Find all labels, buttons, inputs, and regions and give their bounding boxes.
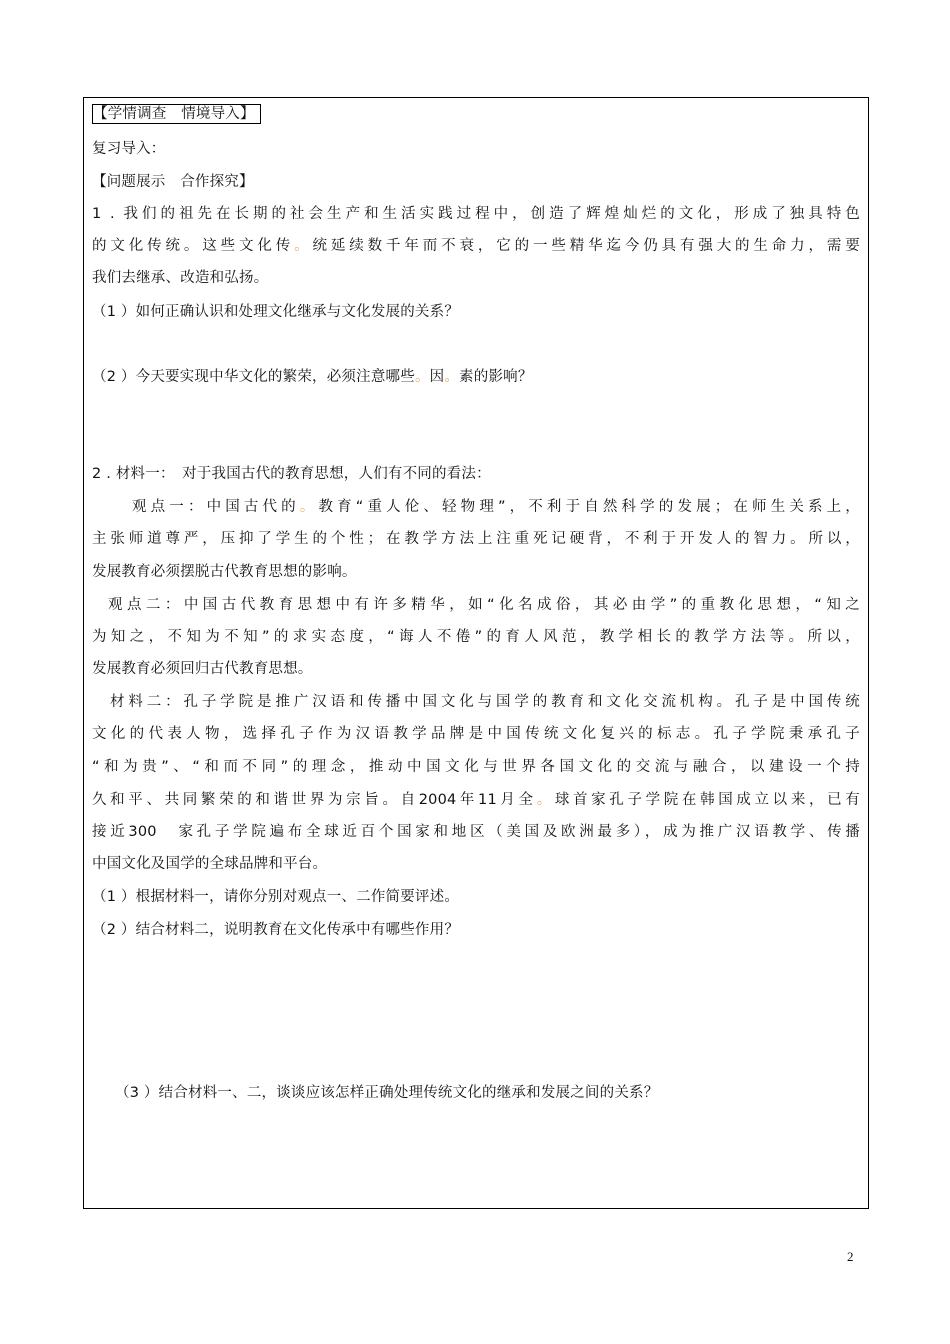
review-intro: 复习导入：	[92, 141, 166, 157]
q1-sub-1: （1 ）如何正确认识和处理文化继承与文化发展的关系？	[92, 304, 460, 320]
q2-intro: 2 . 材料一： 对于我国古代的教育思想，人们有不同的看法：	[92, 466, 491, 482]
q2-sub-3: （3 ）结合材料一、二，谈谈应该怎样正确处理传统文化的继承和发展之间的关系？	[115, 1085, 659, 1101]
view2-line-2: 为知之，不知为不知”的求实态度，“诲人不倦”的育人风范，教学相长的教学方法等。所以，	[92, 629, 860, 645]
q1-line-1: 1 . 我们的祖先在长期的社会生产和生活实践过程中，创造了辉煌灿烂的文化，形成了独具特色	[92, 206, 860, 222]
view1-line-2: 主张师道尊严，压抑了学生的个性；在教学方法上注重死记硬背，不利于开发人的智力。所以，	[92, 531, 860, 547]
material2-line-1: 材料二：孔子学院是推广汉语和传播中国文化与国学的教育和文化交流机构。孔子是中国传统	[110, 694, 860, 710]
highlight-mark: 。	[299, 499, 319, 515]
view2-line-3: 发展教育必须回归古代教育思想。	[92, 661, 313, 677]
q1-sub-2: （2 ）今天要实现中华文化的繁荣，必须注意哪些。因。素的影响？	[92, 369, 533, 385]
material2-line-5: 接近300 家孔子学院遍布全球近百个国家和地区（美国及欧洲最多），成为推广汉语教学、传播	[92, 824, 860, 840]
q1-line-2: 的文化传统。这些文化传。统延续数千年而不衰，它的一些精华迄今仍具有强大的生命力，需要	[92, 238, 860, 254]
worksheet-frame	[83, 97, 869, 1209]
q1-line-3: 我们去继承、改造和弘扬。	[92, 270, 269, 286]
highlight-mark: 。	[294, 238, 313, 254]
highlight-mark: 。	[536, 792, 555, 808]
q2-sub-1: （1 ）根据材料一，请你分别对观点一、二作简要评述。	[92, 889, 460, 905]
q2-sub-2: （2 ）结合材料二，说明教育在文化传承中有哪些作用？	[92, 922, 460, 938]
view2-line-1: 观点二：中国古代教育思想中有许多精华，如“化名成俗，其必由学”的重教化思想，“知之	[108, 597, 860, 613]
page-number: 2	[847, 1249, 854, 1264]
survey-header: 【学情调查 情境导入】	[92, 104, 860, 124]
material2-line-3: “和为贵”、“和而不同”的理念，推动中国文化与世界各国文化的交流与融合，以建设一个持	[92, 759, 860, 775]
view1-line-3: 发展教育必须摆脱古代教育思想的影响。	[92, 564, 357, 580]
highlight-mark: 。	[444, 369, 460, 385]
highlight-mark: 。	[414, 369, 430, 385]
explore-header: 【问题展示 合作探究】	[92, 174, 254, 190]
material2-line-4: 久和平、共同繁荣的和谐世界为宗旨。自2004年11月全。球首家孔子学院在韩国成立以来，已有	[92, 792, 860, 808]
view1-line-1: 观点一：中国古代的。教育“重人伦、轻物理”，不利于自然科学的发展；在师生关系上，	[132, 499, 860, 515]
material2-line-2: 文化的代表人物，选择孔子作为汉语教学品牌是中国传统文化复兴的标志。孔子学院秉承孔子	[92, 726, 860, 742]
material2-line-6: 中国文化及国学的全球品牌和平台。	[92, 856, 328, 872]
